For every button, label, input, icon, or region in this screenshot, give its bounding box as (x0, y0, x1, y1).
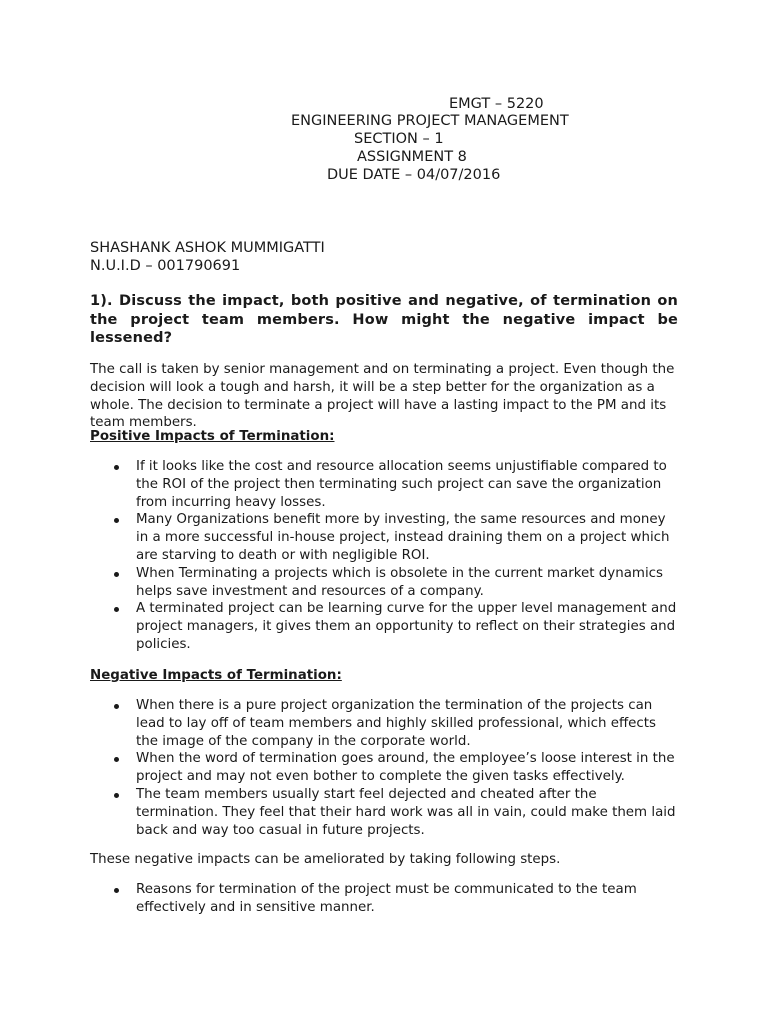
bullet-icon (114, 793, 119, 798)
bullet-icon (114, 465, 119, 470)
bullet-icon (114, 607, 119, 612)
bullet-icon (114, 704, 119, 709)
negative-impacts-heading: Negative Impacts of Termination: (90, 668, 342, 683)
course-code: EMGT – 5220 (449, 96, 544, 112)
intro-paragraph: The call is taken by senior management and on terminating a project. Even though the decision will look a tough and harsh, it will be a step better for the organization as a whole. The decision to terminate a project will have a lasting impact to the PM and its team members. (90, 362, 675, 431)
list-item: When Terminating a projects which is obsolete in the current market dynamics helps save investment and resources of a company. (90, 565, 680, 601)
list-item: When the word of termination goes around, the employee’s loose interest in the project and may not even bother to complete the given tasks effectively. (90, 750, 680, 786)
list-item: Reasons for termination of the project must be communicated to the team effectively and in sensitive manner. (90, 881, 680, 917)
assignment-number: ASSIGNMENT 8 (357, 149, 467, 165)
positive-impacts-heading: Positive Impacts of Termination: (90, 429, 335, 444)
course-title: ENGINEERING PROJECT MANAGEMENT (291, 113, 569, 129)
list-item: The team members usually start feel dejected and cheated after the termination. They feel that their hard work was all in vain, could make them laid back and way too casual in future projects. (90, 786, 680, 839)
positive-impacts-list (90, 458, 680, 654)
list-item: If it looks like the cost and resource allocation seems unjustifiable compared to the ROI of the project then terminating such project can save the organization from incurring heavy losses. (90, 458, 680, 511)
bullet-icon (114, 518, 119, 523)
bullet-icon (114, 572, 119, 577)
section-number: SECTION – 1 (354, 131, 444, 147)
negative-impacts-list (90, 697, 680, 839)
mitigation-intro: These negative impacts can be ameliorated by taking following steps. (90, 852, 561, 867)
due-date: DUE DATE – 04/07/2016 (327, 167, 501, 183)
bullet-icon (114, 757, 119, 762)
question-text: 1). Discuss the impact, both positive and negative, of termination on the project team members. How might the negative impact be lessened? (90, 293, 678, 346)
student-name: SHASHANK ASHOK MUMMIGATTI (90, 240, 325, 256)
mitigation-list (90, 881, 680, 917)
list-item: A terminated project can be learning curve for the upper level management and project managers, it gives them an opportunity to reflect on their strategies and policies. (90, 600, 680, 653)
student-nuid: N.U.I.D – 001790691 (90, 258, 241, 274)
bullet-icon (114, 888, 119, 893)
list-item: Many Organizations benefit more by investing, the same resources and money in a more successful in-house project, instead draining them on a project which are starving to death or with negligible ROI. (90, 511, 680, 564)
list-item: When there is a pure project organization the termination of the projects can lead to lay off of team members and highly skilled professional, which effects the image of the company in the corporate world. (90, 697, 680, 750)
